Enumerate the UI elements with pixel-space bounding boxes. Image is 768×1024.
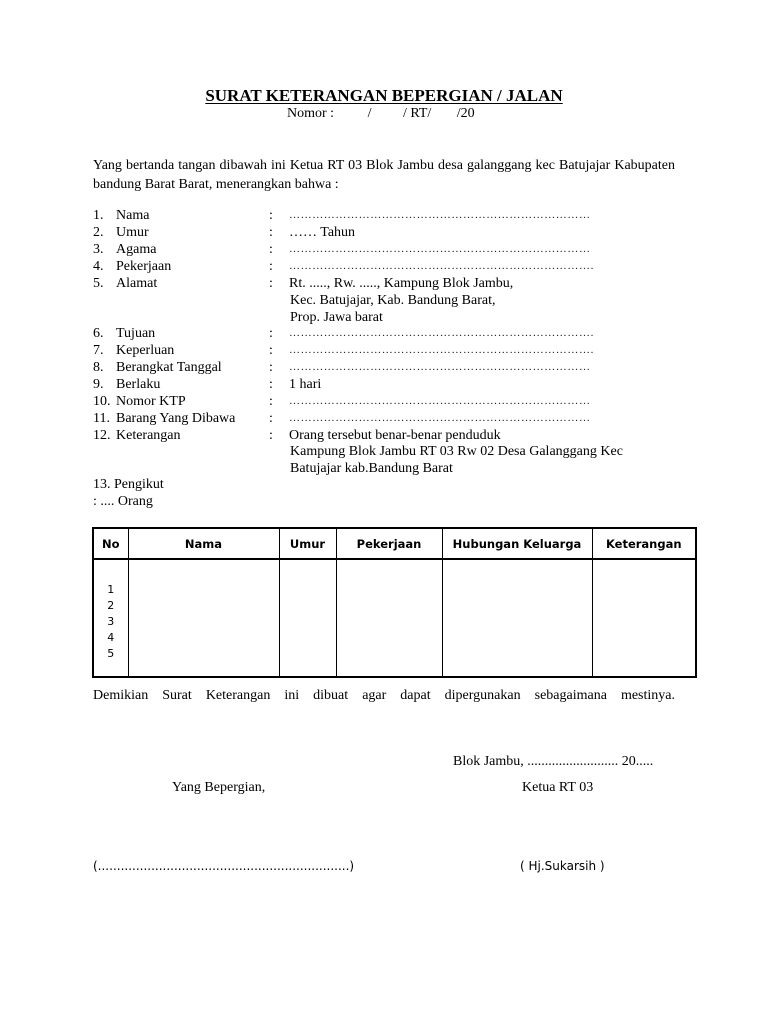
row-number: 2	[107, 599, 115, 612]
header-hubungan-keluarga: Hubungan Keluarga	[442, 528, 592, 559]
field-value: ……………………………………………………………………	[289, 243, 591, 255]
header-pekerjaan: Pekerjaan	[336, 528, 442, 559]
field-label: Nomor KTP	[116, 394, 186, 409]
cell-pekerjaan	[336, 559, 442, 677]
field-value: …… Tahun	[289, 225, 356, 240]
header-nama: Nama	[128, 528, 279, 559]
field-label: Barang Yang Dibawa	[116, 411, 236, 426]
table-row	[93, 559, 696, 677]
nomor-sep1: /	[367, 106, 372, 121]
field-label: Pekerjaan	[116, 259, 172, 274]
field-number: 7.	[93, 343, 104, 358]
field-colon: :	[269, 411, 273, 426]
field-label: Agama	[116, 242, 157, 257]
field-number: 8.	[93, 360, 104, 375]
signatory-right-title: Ketua RT 03	[522, 780, 594, 795]
field-label: Alamat	[116, 276, 158, 291]
field-label: Berlaku	[116, 377, 161, 392]
field-label: Berangkat Tanggal	[116, 360, 222, 375]
field-value: ……………………………………………………………………	[289, 361, 591, 373]
field-colon: :	[269, 360, 273, 375]
field-label: Tujuan	[116, 326, 156, 341]
field-value: 1 hari	[289, 377, 322, 392]
nomor-label: Nomor :	[287, 106, 335, 121]
field-colon: :	[269, 225, 273, 240]
document-title: SURAT KETERANGAN BEPERGIAN / JALAN	[205, 86, 563, 105]
field-colon: :	[269, 276, 273, 291]
field-value: …………………………………………………………………….	[289, 344, 594, 356]
field-number: 2.	[93, 225, 104, 240]
document-number	[287, 106, 475, 122]
field-number: 4.	[93, 259, 104, 274]
field-value: Orang tersebut benar-benar penduduk	[289, 428, 501, 443]
cell-keterangan	[592, 559, 696, 677]
field-colon: :	[269, 326, 273, 341]
field-colon: :	[269, 343, 273, 358]
field-number: 6.	[93, 326, 104, 341]
row-numbers-cell	[93, 559, 128, 677]
table-header-row	[93, 528, 696, 559]
nomor-sep2: / RT/	[402, 106, 432, 121]
field-number: 3.	[93, 242, 104, 257]
field-number: 1.	[93, 208, 104, 223]
field-colon: :	[269, 208, 273, 223]
closing-statement: Demikian Surat Keterangan ini dibuat agar dapat dipergunakan sebagaimana mestinya.	[93, 688, 675, 703]
pengikut-label: 13. Pengikut	[93, 477, 164, 492]
keterangan-line-3: Batujajar kab.Bandung Barat	[290, 461, 453, 476]
field-colon: :	[269, 428, 273, 443]
field-value: …………………………………………………………………….	[289, 327, 594, 339]
pengikut-table	[92, 527, 697, 678]
row-number: 4	[107, 631, 115, 644]
field-colon: :	[269, 242, 273, 257]
intro-paragraph: Yang bertanda tangan dibawah ini Ketua RT 03 Blok Jambu desa galanggang kec Batujajar Kabupaten bandung Barat Barat, menerangkan bahwa :	[93, 158, 675, 192]
cell-hubungan-keluarga	[442, 559, 592, 677]
field-number: 9.	[93, 377, 104, 392]
field-value: ……………………………………………………………………	[289, 395, 591, 407]
row-number: 1	[107, 583, 115, 596]
field-colon: :	[269, 259, 273, 274]
field-label: Nama	[116, 208, 150, 223]
header-keterangan: Keterangan	[592, 528, 696, 559]
field-number: 10.	[93, 394, 111, 409]
signature-left-line: (..................................................................)	[93, 859, 355, 873]
alamat-line-2: Kec. Batujajar, Kab. Bandung Barat,	[290, 293, 496, 308]
field-colon: :	[269, 394, 273, 409]
field-number: 5.	[93, 276, 104, 291]
field-value: Rt. ....., Rw. ....., Kampung Blok Jambu,	[289, 276, 514, 291]
field-number: 11.	[93, 411, 110, 426]
field-value: ……………………………………………………………………	[289, 412, 591, 424]
field-label: Keperluan	[116, 343, 175, 358]
nomor-year: /20	[456, 106, 475, 121]
field-value: …………………………………………………………………….	[289, 260, 594, 272]
pengikut-value: : .... Orang	[93, 494, 153, 509]
field-label: Keterangan	[116, 428, 181, 443]
row-number: 5	[107, 647, 115, 660]
field-colon: :	[269, 377, 273, 392]
alamat-line-3: Prop. Jawa barat	[290, 310, 383, 325]
keterangan-line-2: Kampung Blok Jambu RT 03 Rw 02 Desa Galanggang Kec	[290, 444, 623, 459]
field-number: 12.	[93, 428, 111, 443]
field-label: Umur	[116, 225, 149, 240]
field-value: ……………………………………………………………………	[289, 209, 591, 221]
cell-umur	[279, 559, 336, 677]
cell-nama	[128, 559, 279, 677]
place-date: Blok Jambu, .......................... 20.....	[453, 754, 654, 769]
header-umur: Umur	[279, 528, 336, 559]
header-no: No	[93, 528, 128, 559]
signature-right-name: ( Hj.Sukarsih )	[520, 859, 605, 873]
row-number: 3	[107, 615, 115, 628]
signatory-left-title: Yang Bepergian,	[172, 780, 266, 795]
